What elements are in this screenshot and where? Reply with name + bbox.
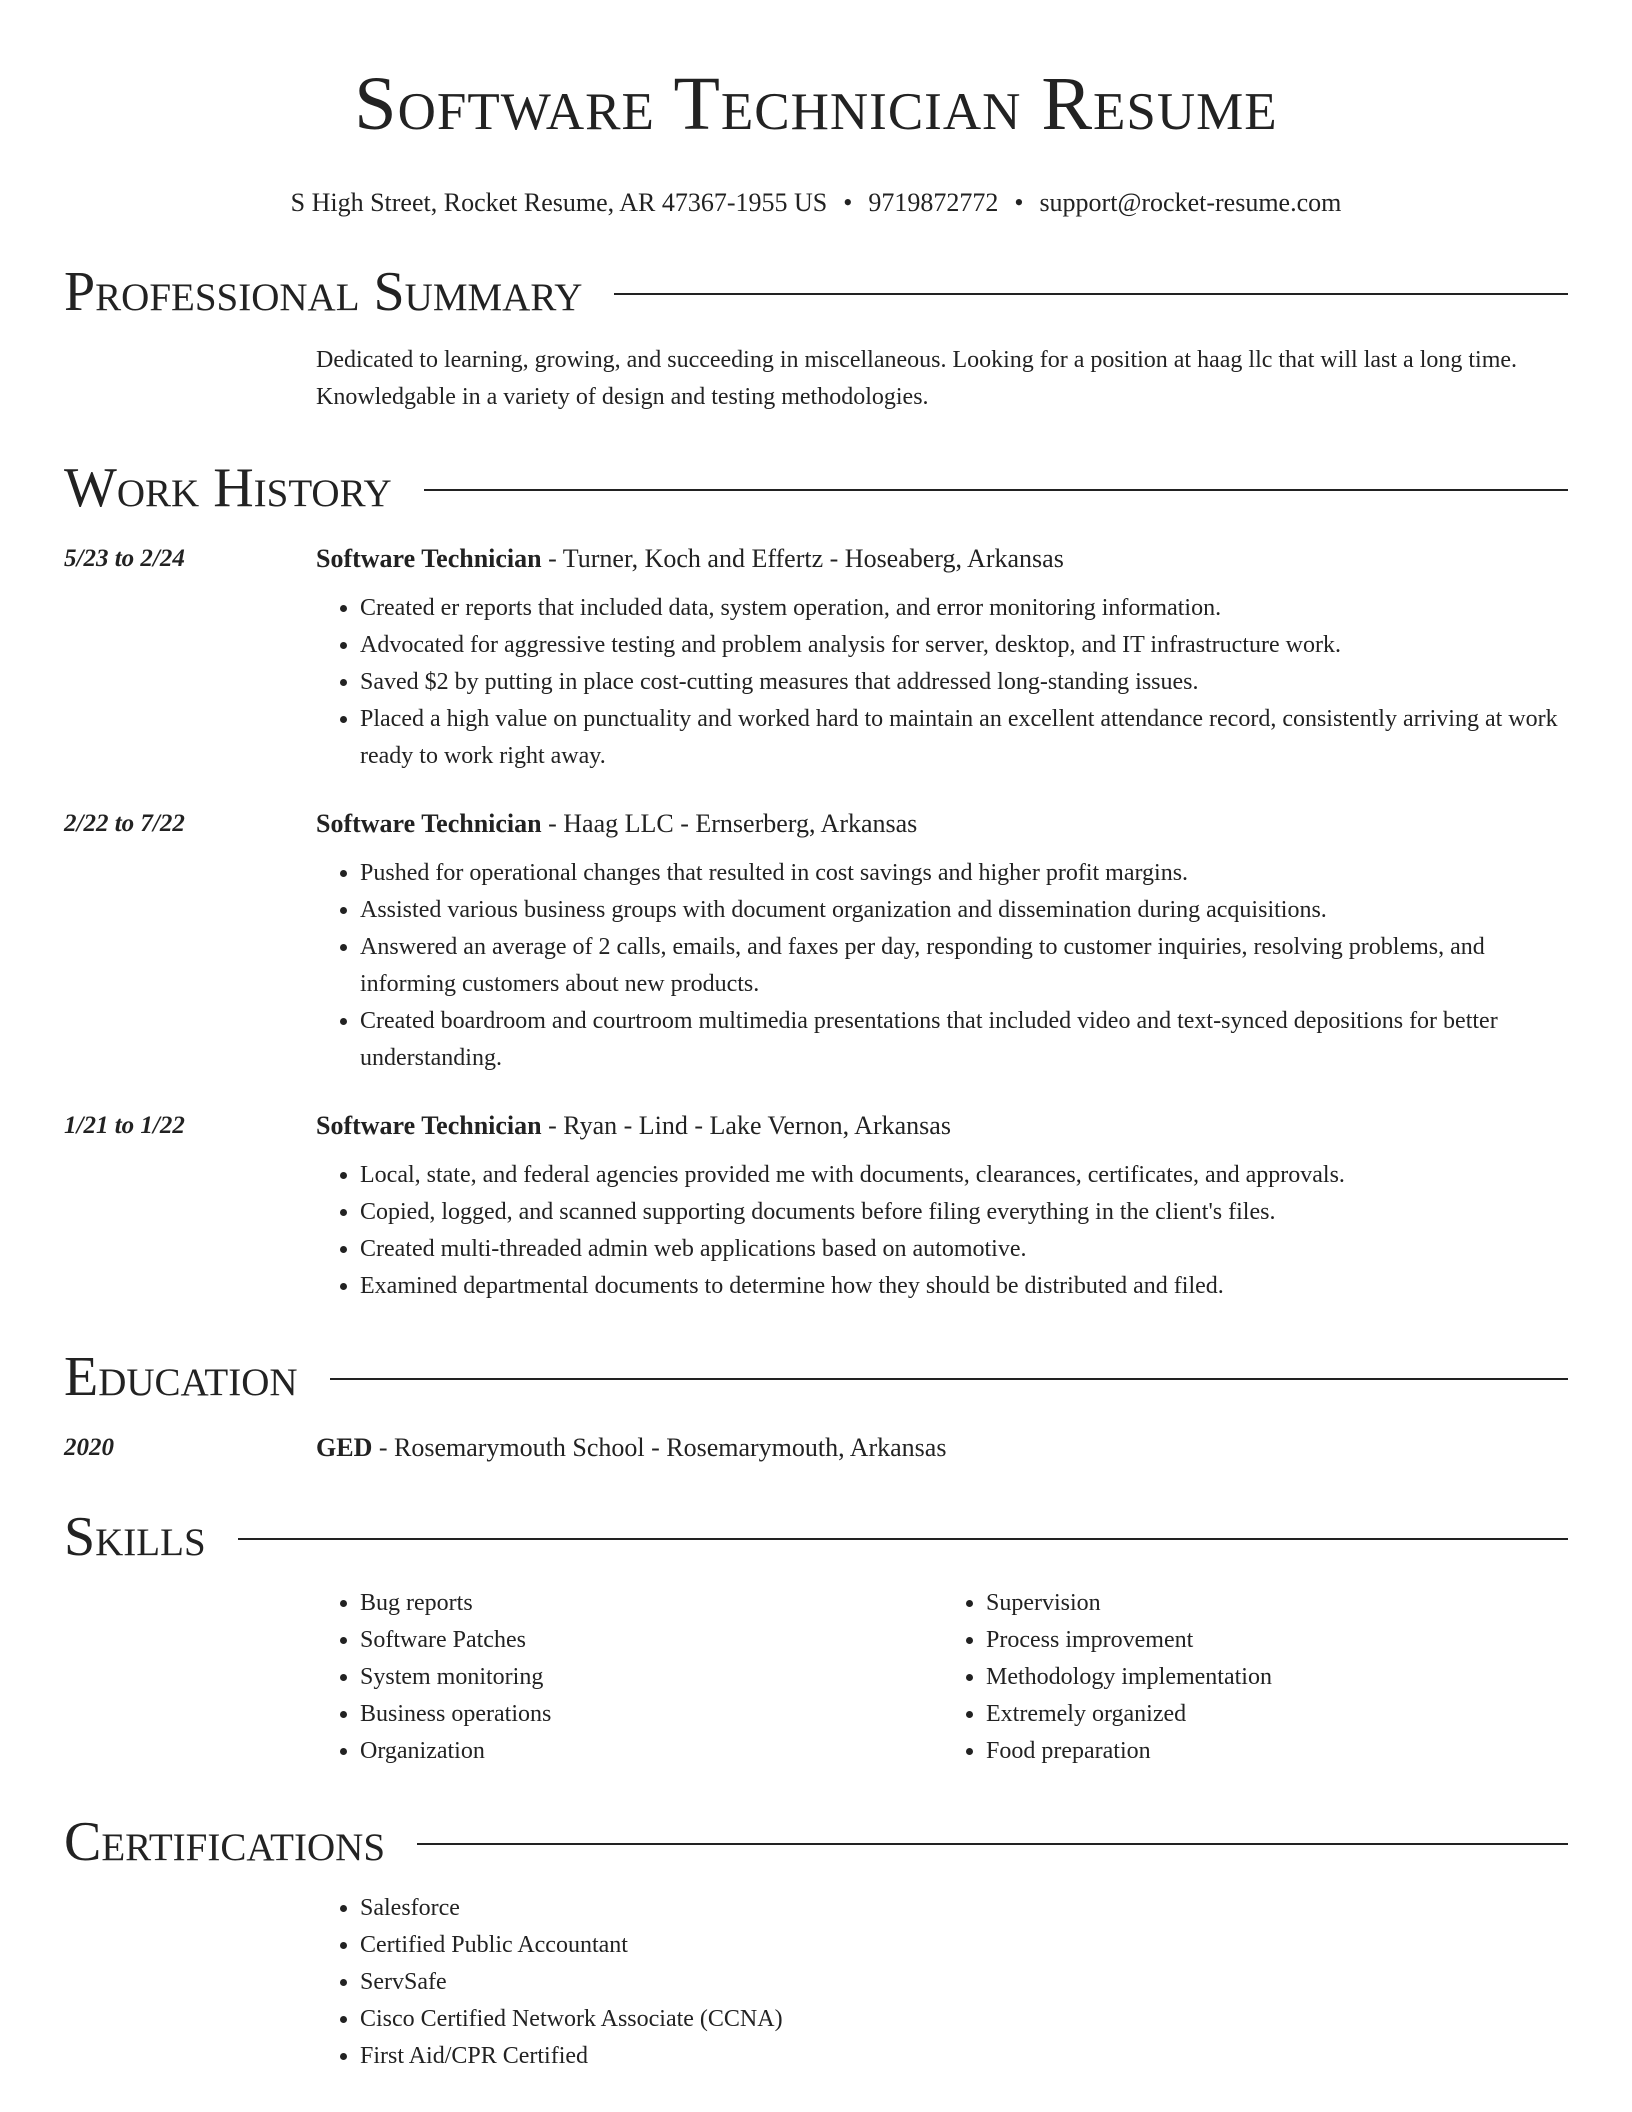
- job-header-row: [64, 807, 1568, 841]
- contact-email: support@rocket-resume.com: [1039, 188, 1342, 217]
- job-title: Software Technician: [316, 1111, 542, 1140]
- contact-separator: •: [1014, 188, 1024, 217]
- job-title-line: [316, 807, 1568, 841]
- education-heading: Education: [64, 1346, 298, 1408]
- list-item: • Advocated for aggressive testing and problem analysis for server, desktop, and IT infrastructure work.: [360, 627, 1568, 664]
- job-bullets-row: [64, 576, 1568, 775]
- summary-section-header: [64, 260, 1568, 324]
- work-section-header: [64, 456, 1568, 520]
- section-divider: [238, 1538, 1568, 1540]
- education-row: [64, 1431, 1568, 1465]
- contact-separator: •: [843, 188, 853, 217]
- section-divider: [417, 1843, 1568, 1845]
- contact-phone: 9719872772: [868, 188, 999, 217]
- bullets-spacer: [64, 1143, 316, 1305]
- list-item: • Local, state, and federal agencies provided me with documents, clearances, certificates, and approvals.: [360, 1157, 1568, 1194]
- summary-text: Dedicated to learning, growing, and succeeding in miscellaneous. Looking for a position at haag llc that will last a long time. Knowledgable in a variety of design and testing methodologies.: [316, 347, 1518, 410]
- certifications-list-container: [316, 1890, 1568, 2075]
- job-bullets: [316, 1157, 1568, 1305]
- contact-line: [64, 186, 1568, 220]
- list-item: • Examined departmental documents to determine how they should be distributed and filed.: [360, 1268, 1568, 1305]
- skills-list-left: [316, 1585, 942, 1770]
- job-dates: 5/23 to 2/24: [64, 545, 185, 572]
- bullets-spacer: [64, 576, 316, 775]
- list-item: • Placed a high value on punctuality and worked hard to maintain an excellent attendance record, consistently arriving at work ready to work right away.: [360, 701, 1568, 775]
- list-item: • Created boardroom and courtroom multimedia presentations that included video and text-synced depositions for better understanding.: [360, 1003, 1568, 1077]
- job-title: Software Technician: [316, 544, 542, 573]
- job-bullets-container: [316, 1143, 1568, 1305]
- skill-item: • Process improvement: [986, 1622, 1568, 1659]
- education-line: [316, 1431, 1568, 1465]
- skill-item: • Extremely organized: [986, 1696, 1568, 1733]
- education-degree: GED: [316, 1433, 373, 1462]
- skill-item: • System monitoring: [360, 1659, 942, 1696]
- skills-heading: Skills: [64, 1506, 206, 1568]
- list-item: • Created er reports that included data, system operation, and error monitoring information.: [360, 590, 1568, 627]
- section-divider: [424, 489, 1568, 491]
- list-item: • Answered an average of 2 calls, emails, and faxes per day, responding to customer inquiries, resolving problems, and informing customers about new products.: [360, 929, 1568, 1003]
- summary-row: [64, 342, 1568, 416]
- certification-item: • ServSafe: [360, 1964, 1568, 2001]
- skill-item: • Business operations: [360, 1696, 942, 1733]
- job-entry: [64, 542, 1568, 775]
- job-bullets-row: [64, 1143, 1568, 1305]
- job-header-row: [64, 542, 1568, 576]
- education-section-header: [64, 1345, 1568, 1409]
- education-year: 2020: [64, 1434, 114, 1461]
- section-divider: [614, 293, 1568, 295]
- job-title-line: [316, 542, 1568, 576]
- certifications-list: [316, 1890, 1568, 2075]
- list-item: • Pushed for operational changes that resulted in cost savings and higher profit margins.: [360, 855, 1568, 892]
- job-dates: 2/22 to 7/22: [64, 810, 185, 837]
- skills-list-right: [942, 1585, 1568, 1770]
- certifications-heading: Certifications: [64, 1811, 386, 1873]
- skill-item: • Food preparation: [986, 1733, 1568, 1770]
- job-details: - Turner, Koch and Effertz - Hoseaberg, Arkansas: [541, 544, 1064, 573]
- skill-item: • Supervision: [986, 1585, 1568, 1622]
- job-bullets-container: [316, 576, 1568, 775]
- list-item: • Copied, logged, and scanned supporting documents before filing everything in the client's files.: [360, 1194, 1568, 1231]
- list-item: • Created multi-threaded admin web applications based on automotive.: [360, 1231, 1568, 1268]
- education-details: - Rosemarymouth School - Rosemarymouth, Arkansas: [372, 1433, 947, 1462]
- job-title-line: [316, 1109, 1568, 1143]
- job-details: - Ryan - Lind - Lake Vernon, Arkansas: [541, 1111, 951, 1140]
- list-item: • Assisted various business groups with document organization and dissemination during acquisitions.: [360, 892, 1568, 929]
- contact-address: S High Street, Rocket Resume, AR 47367-1955 US: [290, 188, 828, 217]
- certification-item: • Salesforce: [360, 1890, 1568, 1927]
- job-details: - Haag LLC - Ernserberg, Arkansas: [541, 809, 918, 838]
- summary-spacer: [64, 342, 316, 416]
- resume-title: Software Technician Resume: [354, 62, 1278, 146]
- certification-item: • Cisco Certified Network Associate (CCNA): [360, 2001, 1568, 2038]
- certification-item: • First Aid/CPR Certified: [360, 2038, 1568, 2075]
- job-dates: 1/21 to 1/22: [64, 1112, 185, 1139]
- section-divider: [330, 1378, 1568, 1380]
- job-bullets: [316, 855, 1568, 1077]
- skill-item: • Software Patches: [360, 1622, 942, 1659]
- job-entry: [64, 1109, 1568, 1305]
- skill-item: • Organization: [360, 1733, 942, 1770]
- certifications-section-header: [64, 1810, 1568, 1874]
- job-header-row: [64, 1109, 1568, 1143]
- job-bullets: [316, 590, 1568, 775]
- skills-section-header: [64, 1505, 1568, 1569]
- job-title: Software Technician: [316, 809, 542, 838]
- certification-item: • Certified Public Accountant: [360, 1927, 1568, 1964]
- skills-grid: [316, 1585, 1568, 1770]
- list-item: • Saved $2 by putting in place cost-cutting measures that addressed long-standing issues.: [360, 664, 1568, 701]
- skill-item: • Bug reports: [360, 1585, 942, 1622]
- skill-item: • Methodology implementation: [986, 1659, 1568, 1696]
- work-heading: Work History: [64, 457, 392, 519]
- job-entry: [64, 807, 1568, 1077]
- job-bullets-container: [316, 841, 1568, 1077]
- job-bullets-row: [64, 841, 1568, 1077]
- summary-heading: Professional Summary: [64, 261, 583, 323]
- bullets-spacer: [64, 841, 316, 1077]
